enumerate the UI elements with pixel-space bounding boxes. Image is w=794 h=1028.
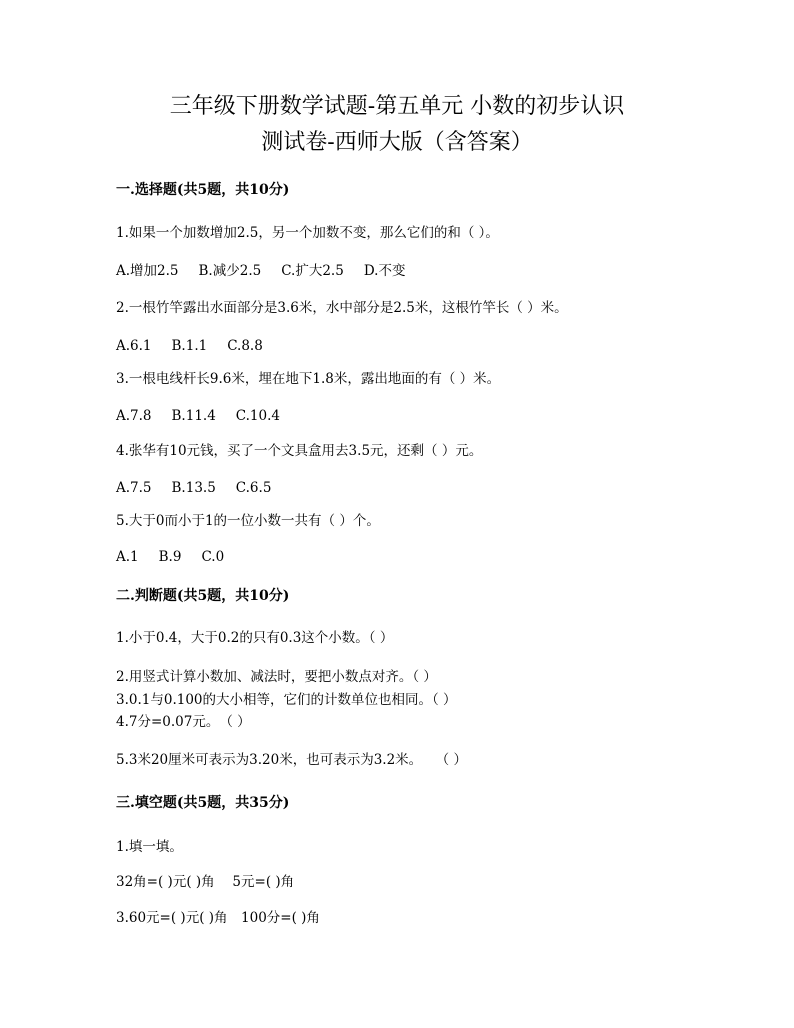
option-c: C.6.5 <box>235 480 272 496</box>
question-1: 1.如果一个加数增加2.5，另一个加数不变，那么它们的和（ ）。 <box>116 225 499 241</box>
section-heading-fill: 三.填空题(共5题，共35分) <box>116 795 290 811</box>
options-4 <box>116 479 291 497</box>
fill-item-2: 32角=( )元( )角 5元=( )角 <box>116 874 295 890</box>
section-heading-judge: 二.判断题(共5题，共10分) <box>116 588 290 604</box>
option-b: B.13.5 <box>171 480 216 496</box>
option-c: C.10.4 <box>235 408 280 424</box>
options-2 <box>116 337 283 355</box>
options-5 <box>116 548 244 566</box>
judge-item-1: 1.小于0.4，大于0.2的只有0.3这个小数。（ ） <box>116 630 394 646</box>
option-a: A.增加2.5 <box>116 263 179 279</box>
question-4: 4.张华有10元钱，买了一个文具盒用去3.5元，还剩（ ）元。 <box>116 443 483 459</box>
question-5: 5.大于0而小于1的一位小数一共有（ ）个。 <box>116 513 380 529</box>
option-c: C.8.8 <box>227 338 263 354</box>
fill-item-1: 1.填一填。 <box>116 839 183 855</box>
option-b: B.减少2.5 <box>198 263 262 279</box>
fill-item-3: 3.60元=( )元( )角 100分=( )角 <box>116 910 320 926</box>
title-line-2: 测试卷-西师大版（含答案） <box>261 130 533 155</box>
judge-item-4: 4.7分=0.07元。 （ ） <box>116 714 251 730</box>
option-a: A.1 <box>116 549 139 565</box>
options-3 <box>116 407 300 425</box>
title-line-1: 三年级下册数学试题-第五单元 小数的初步认识 <box>169 94 625 119</box>
option-a: A.7.8 <box>116 408 152 424</box>
judge-item-3: 3.0.1与0.100的大小相等，它们的计数单位也相同。（ ） <box>116 692 457 708</box>
option-c: C.扩大2.5 <box>281 263 344 279</box>
question-2: 2.一根竹竿露出水面部分是3.6米，水中部分是2.5米，这根竹竿长（ ）米。 <box>116 300 568 316</box>
option-d: D.不变 <box>363 263 406 279</box>
option-c: C.0 <box>201 549 225 565</box>
option-a: A.6.1 <box>116 338 152 354</box>
options-1 <box>116 262 425 280</box>
section-heading-choice: 一.选择题(共5题，共10分) <box>116 182 290 198</box>
judge-item-2: 2.用竖式计算小数加、减法时，要把小数点对齐。（ ） <box>116 669 437 685</box>
option-b: B.9 <box>158 549 182 565</box>
option-b: B.1.1 <box>171 338 208 354</box>
option-a: A.7.5 <box>116 480 152 496</box>
judge-item-5: 5.3米20厘米可表示为3.20米，也可表示为3.2米。 （ ） <box>116 752 467 768</box>
option-b: B.11.4 <box>171 408 216 424</box>
question-3: 3.一根电线杆长9.6米，埋在地下1.8米，露出地面的有（ ）米。 <box>116 371 501 387</box>
